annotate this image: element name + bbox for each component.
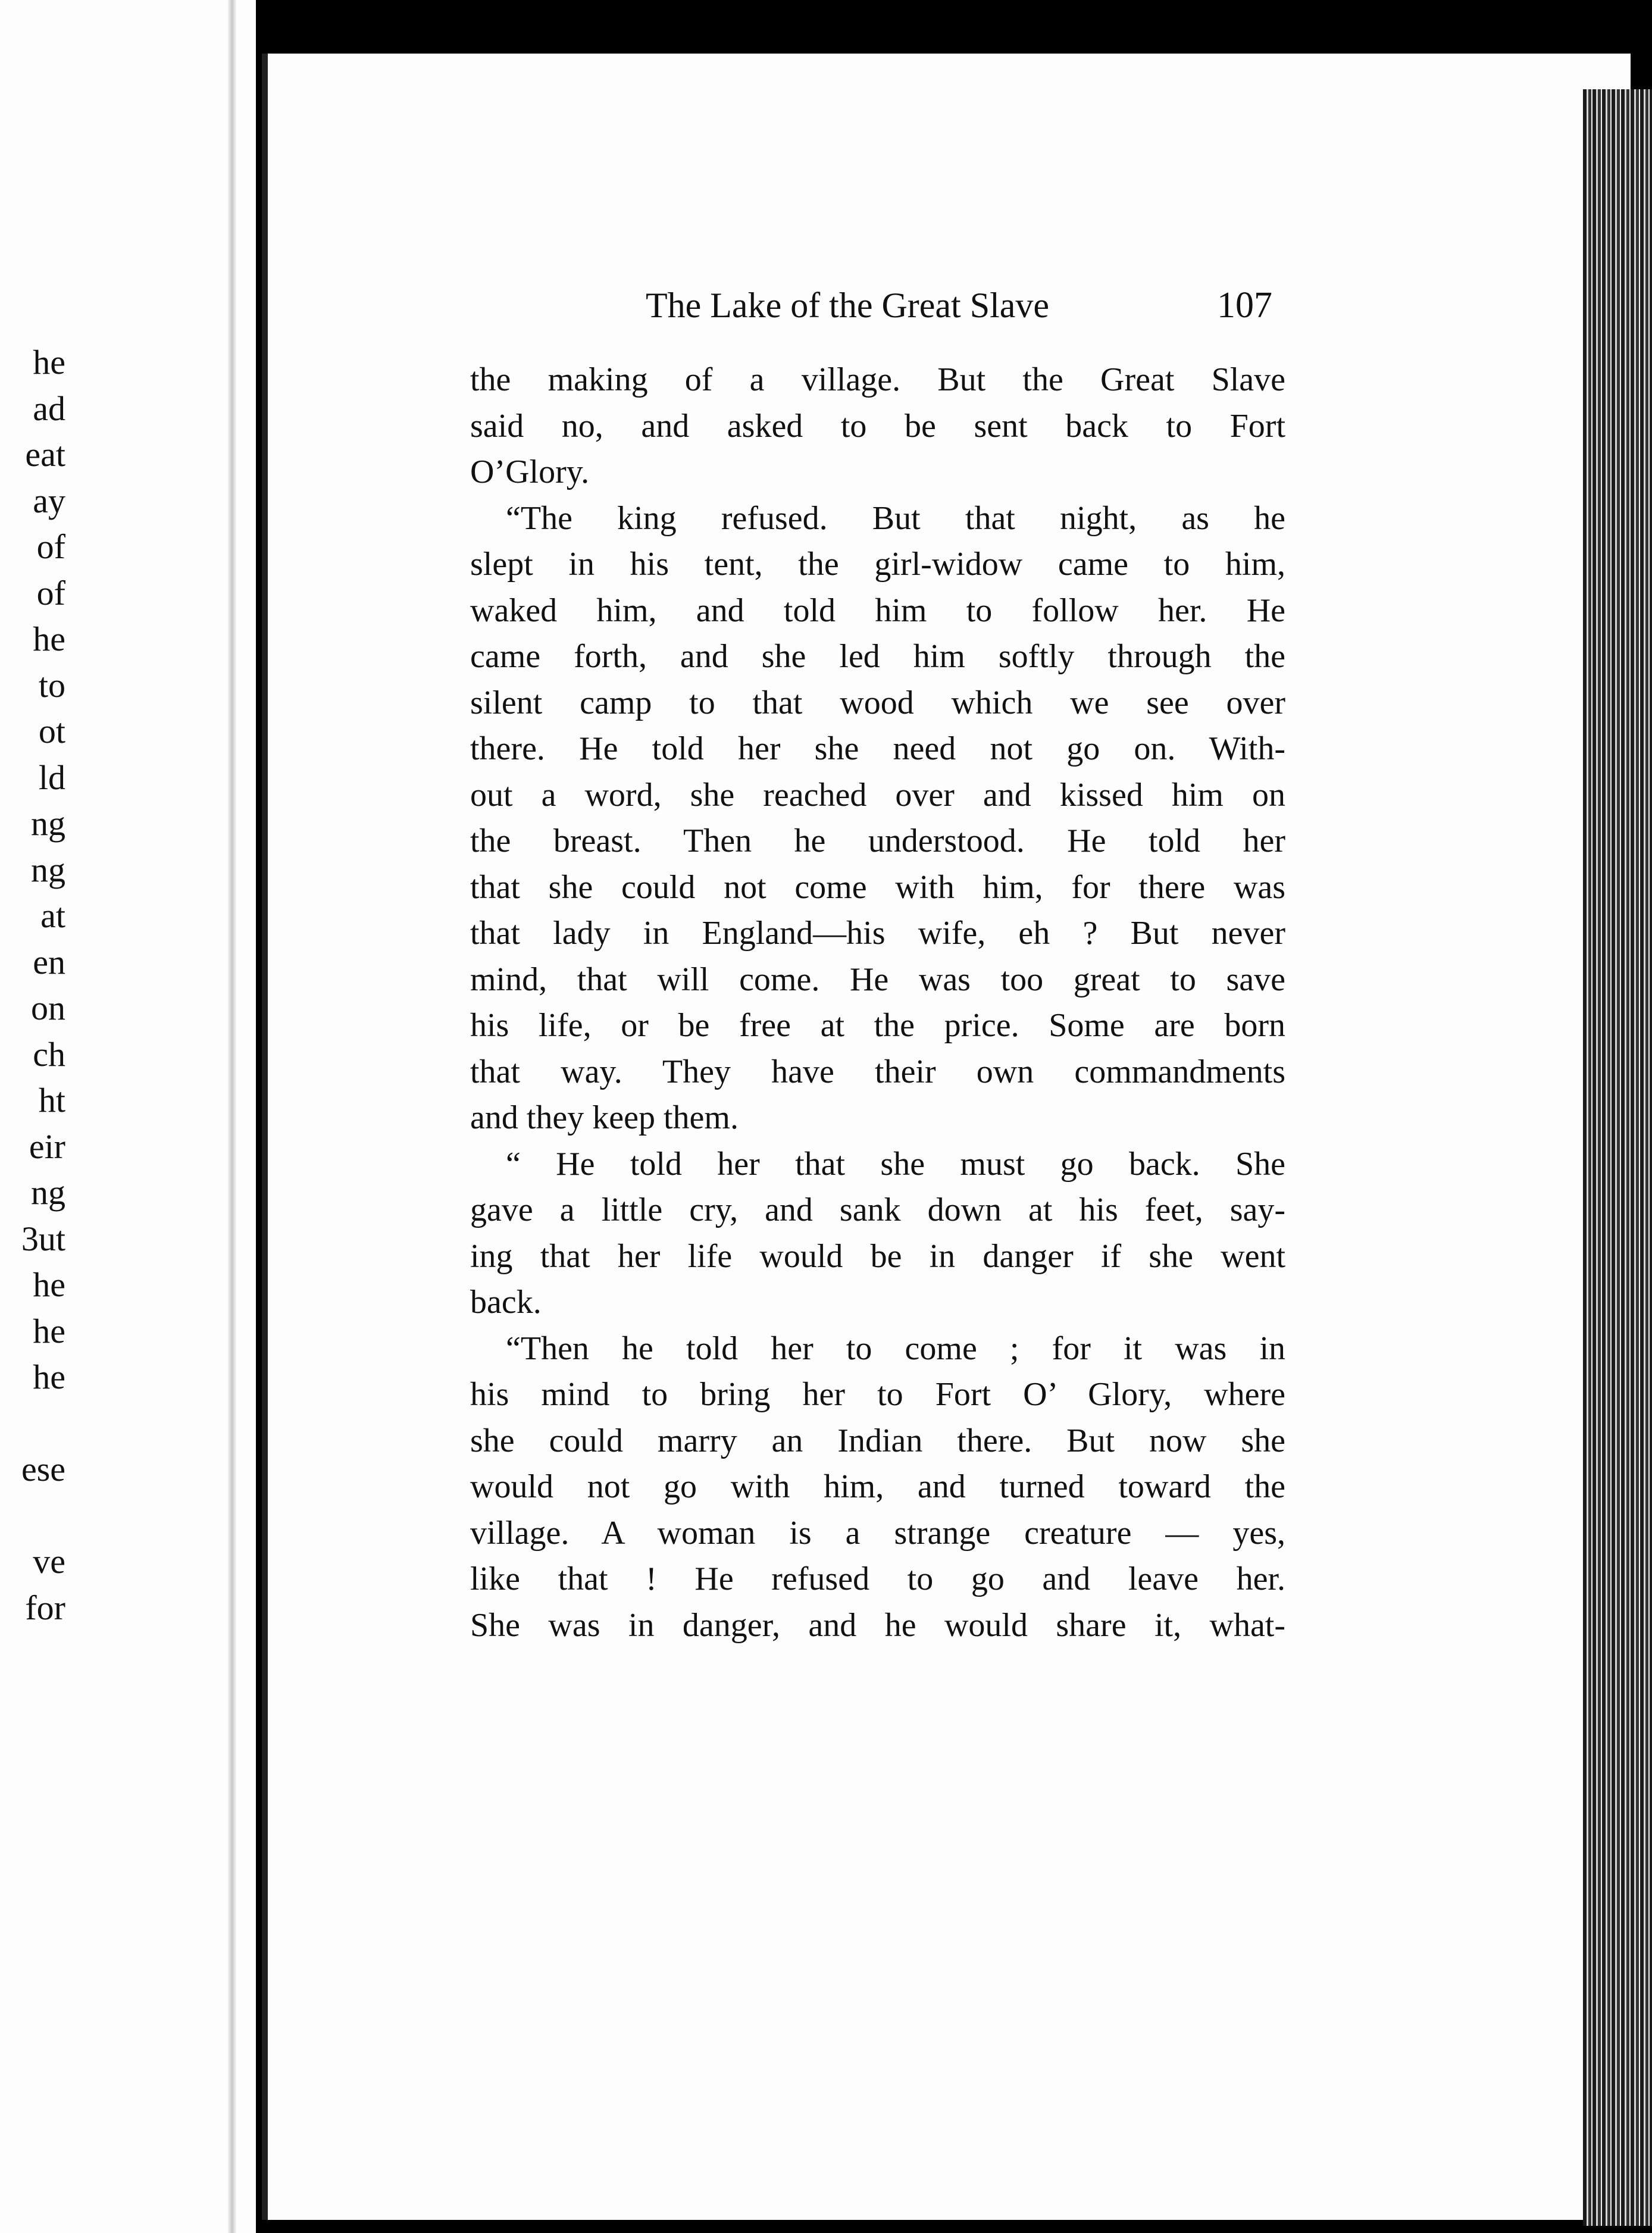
text-line: slept in his tent, the girl-widow came to him, xyxy=(470,546,1285,583)
left-fragment: ng xyxy=(31,850,65,889)
text-line: “The king refused. But that night, as he xyxy=(506,499,1285,537)
left-fragment: ve xyxy=(33,1542,65,1581)
left-fragment xyxy=(0,1400,65,1447)
left-fragment: en xyxy=(33,942,65,981)
text-line: that she could not come with him, for there was xyxy=(470,868,1285,906)
page-edges xyxy=(1583,89,1652,2226)
text-line: She was in danger, and he would share it, what- xyxy=(470,1606,1285,1644)
left-fragment: he xyxy=(33,1311,65,1350)
left-page-text-fragments xyxy=(0,339,65,1631)
left-fragment: ng xyxy=(31,1173,65,1212)
left-fragment: ay xyxy=(33,481,65,520)
text-line: ing that her life would be in danger if she went xyxy=(470,1237,1285,1275)
text-line: there. He told her she need not go on. With- xyxy=(470,730,1285,767)
text-line: came forth, and she led him softly through the xyxy=(470,638,1285,675)
text-line: village. A woman is a strange creature — yes, xyxy=(470,1514,1285,1552)
left-fragment: eat xyxy=(25,435,65,474)
left-fragment: he xyxy=(33,343,65,381)
text-line: “ He told her that she must go back. She xyxy=(506,1145,1285,1183)
left-fragment: of xyxy=(36,527,65,566)
left-fragment: he xyxy=(33,620,65,658)
text-line: his mind to bring her to Fort O’ Glory, where xyxy=(470,1376,1285,1413)
running-head-title: The Lake of the Great Slave xyxy=(646,286,1050,325)
text-line: said no, and asked to be sent back to Fort xyxy=(470,407,1285,445)
text-line: the breast. Then he understood. He told her xyxy=(470,822,1285,859)
left-fragment: ese xyxy=(21,1450,65,1488)
text-line: O’Glory. xyxy=(470,454,590,490)
left-fragment: of xyxy=(36,573,65,612)
text-line: like that ! He refused to go and leave her. xyxy=(470,1560,1285,1597)
text-line: she could marry an Indian there. But now she xyxy=(470,1422,1285,1459)
text-line: that lady in England—his wife, eh ? But never xyxy=(470,915,1285,952)
text-line: out a word, she reached over and kissed him on xyxy=(470,776,1285,814)
left-fragment: for xyxy=(25,1588,65,1627)
text-line: “Then he told her to come ; for it was in xyxy=(506,1330,1285,1367)
text-line: the making of a village. But the Great Slave xyxy=(470,361,1285,398)
text-line: that way. They have their own commandments xyxy=(470,1053,1285,1090)
text-line: silent camp to that wood which we see over xyxy=(470,684,1285,721)
left-fragment xyxy=(0,1493,65,1539)
text-line: gave a little cry, and sank down at his feet, say- xyxy=(470,1191,1285,1228)
left-fragment: ng xyxy=(31,804,65,843)
text-line: and they keep them. xyxy=(470,1099,739,1136)
page-number: 107 xyxy=(1217,285,1272,326)
left-fragment: to xyxy=(38,665,65,705)
left-fragment: at xyxy=(40,896,65,935)
text-line: his life, or be free at the price. Some are born xyxy=(470,1007,1285,1044)
left-fragment: ch xyxy=(33,1034,65,1074)
left-fragment: ad xyxy=(33,389,65,428)
left-fragment: on xyxy=(31,989,65,1027)
body-text xyxy=(470,357,1285,1649)
text-line: would not go with him, and turned toward the xyxy=(470,1468,1285,1505)
left-fragment: he xyxy=(33,1358,65,1396)
left-fragment: eir xyxy=(29,1127,65,1166)
book-gutter xyxy=(228,0,236,2233)
text-line: waked him, and told him to follow her. He xyxy=(470,592,1285,629)
text-line: mind, that will come. He was too great to save xyxy=(470,961,1285,998)
left-fragment: he xyxy=(33,1265,65,1304)
left-fragment: ld xyxy=(38,758,65,797)
text-line: back. xyxy=(470,1284,542,1321)
left-fragment: ot xyxy=(38,712,65,750)
left-fragment: 3ut xyxy=(21,1219,65,1258)
left-fragment: ht xyxy=(38,1081,65,1119)
